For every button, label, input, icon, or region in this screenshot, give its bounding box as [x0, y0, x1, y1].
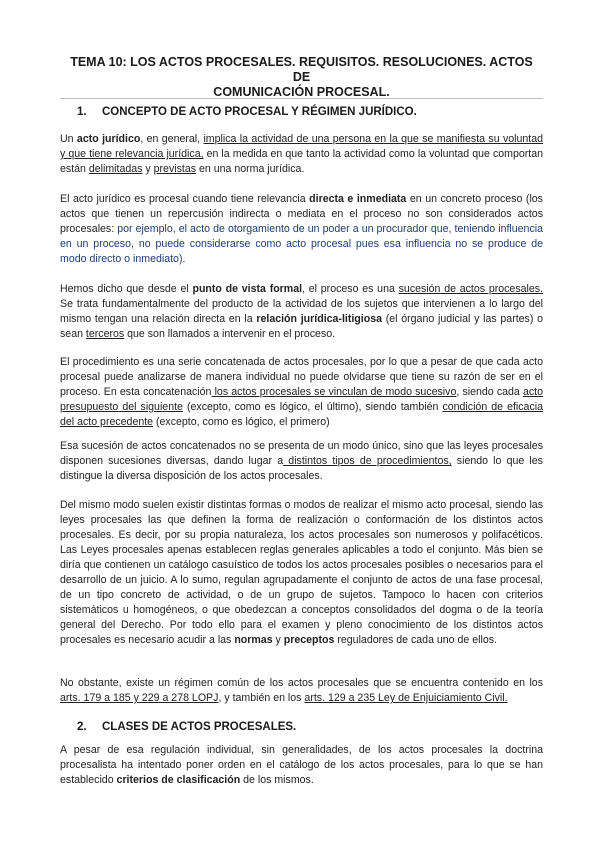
page-title [60, 55, 543, 100]
lec-reference: arts. 129 a 235 Ley de Enjuiciamiento Civil. [304, 692, 508, 704]
lopj-reference: arts. 179 a 185 y 229 a 278 LOPJ [60, 692, 219, 704]
section-title: CLASES DE ACTOS PROCESALES. [102, 721, 297, 733]
section-heading-1 [77, 106, 417, 118]
title-divider [60, 98, 543, 99]
title-line-2: COMUNICACIÓN PROCESAL. [213, 85, 390, 99]
paragraph-sucesion-actos: Hemos dicho que desde el punto de vista formal, el proceso es una sucesión de actos procesales. Se trata fundamentalmente del producto de la actividad de los sujetos que intervienen a lo largo del mismo tengan una relación directa en la relación jurídica-litigiosa (el órgano judicial y las partes) o sean terceros que son llamados a intervenir en el proceso. [60, 283, 544, 340]
section-title: CONCEPTO DE ACTO PROCESAL Y RÉGIMEN JURÍDICO. [102, 106, 417, 118]
paragraph-procedimiento: El procedimiento es una serie concatenada de actos procesales, por lo que a pesar de que cada acto procesal puede analizarse de manera individual no puede olvidarse que tiene su razón de ser en el proceso. En esta concatenación los actos procesales se vinculan de modo sucesivo, siendo cada acto presupuesto del siguiente (excepto, como es lógico, el último), siendo también condición de eficacia del acto precedente (excepto, como es lógico, el primero) [60, 356, 544, 428]
paragraph-regimen-comun: No obstante, existe un régimen común de los actos procesales que se encuentra contenido en los arts. 179 a 185 y 229 a 278 LOPJ, y también en los arts. 129 a 235 Ley de Enjuiciamiento Civil. [60, 677, 543, 704]
paragraph-clasificacion: A pesar de esa regulación individual, sin generalidades, de los actos procesales la doctrina procesalista ha intentado poner orden en el catálogo de los actos procesales, para lo que se han establecido criterios de clasificación de los mismos. [60, 744, 543, 786]
example-text: por ejemplo, el acto de otorgamiento de un poder a un procurador que, teniendo influencia en un proceso, no puede considerarse como acto procesal pues esa influencia no se produce de modo directo o inmediato). [60, 223, 543, 265]
paragraph-acto-juridico: Un acto jurídico, en general, implica la actividad de una persona en la que se manifiesta su voluntad y que tiene relevancia jurídica, en la medida en que tanto la actividad como la voluntad que comportan están delimitadas y previstas en una norma jurídica. [60, 133, 543, 175]
section-number: 1. [77, 106, 87, 118]
paragraph-acto-procesal: El acto jurídico es procesal cuando tiene relevancia directa e inmediata en un concreto proceso (los actos que tienen un repercusión indirecta o mediata en el proceso no son considerados actos procesales: por ejemplo, el acto de otorgamiento de un poder a un procurador que, teniendo influencia en un proceso, no puede considerarse como acto procesal pues esa influencia no se produce de modo directo o inmediato). [60, 193, 543, 265]
paragraph-tipos-procedimiento: Esa sucesión de actos concatenados no se presenta de un modo único, sino que las leyes procesales disponen sucesiones diversas, dando lugar a distintos tipos de procedimientos, siendo lo que les distingue la diversa disposición de los actos procesales. [60, 440, 543, 482]
title-line-1: TEMA 10: LOS ACTOS PROCESALES. REQUISITOS. RESOLUCIONES. ACTOS DE [70, 55, 533, 84]
section-number: 2. [77, 721, 87, 733]
paragraph-formas-acto: Del mismo modo suelen existir distintas formas o modos de realizar el mismo acto procesal, siendo las leyes procesales las que definen la forma de realización o conformación de los distintos actos procesales. Es decir, por su propia naturaleza, los actos procesales son numerosos y polifacéticos. Las Leyes procesales apenas establecen reglas generales aplicables a todo el conjunto. Más bien se diría que contienen un catálogo casuístico de todos los actos procesales posibles o necesarios para el desarrollo de un juicio. A lo sumo, regulan agrupadamente el conjunto de actos de una fase procesal, de un tipo concreto de actividad, o de un grupo de sujetos. Tampoco lo hacen con criterios sistemáticos u homogéneos, o que obedezcan a conceptos consolidados del dogma o de la teoría general del Derecho. Por todo ello para el examen y pleno conocimiento de los distintos actos procesales es necesario acudir a las normas y preceptos reguladores de cada uno de ellos. [60, 499, 543, 646]
section-heading-2 [77, 721, 296, 733]
